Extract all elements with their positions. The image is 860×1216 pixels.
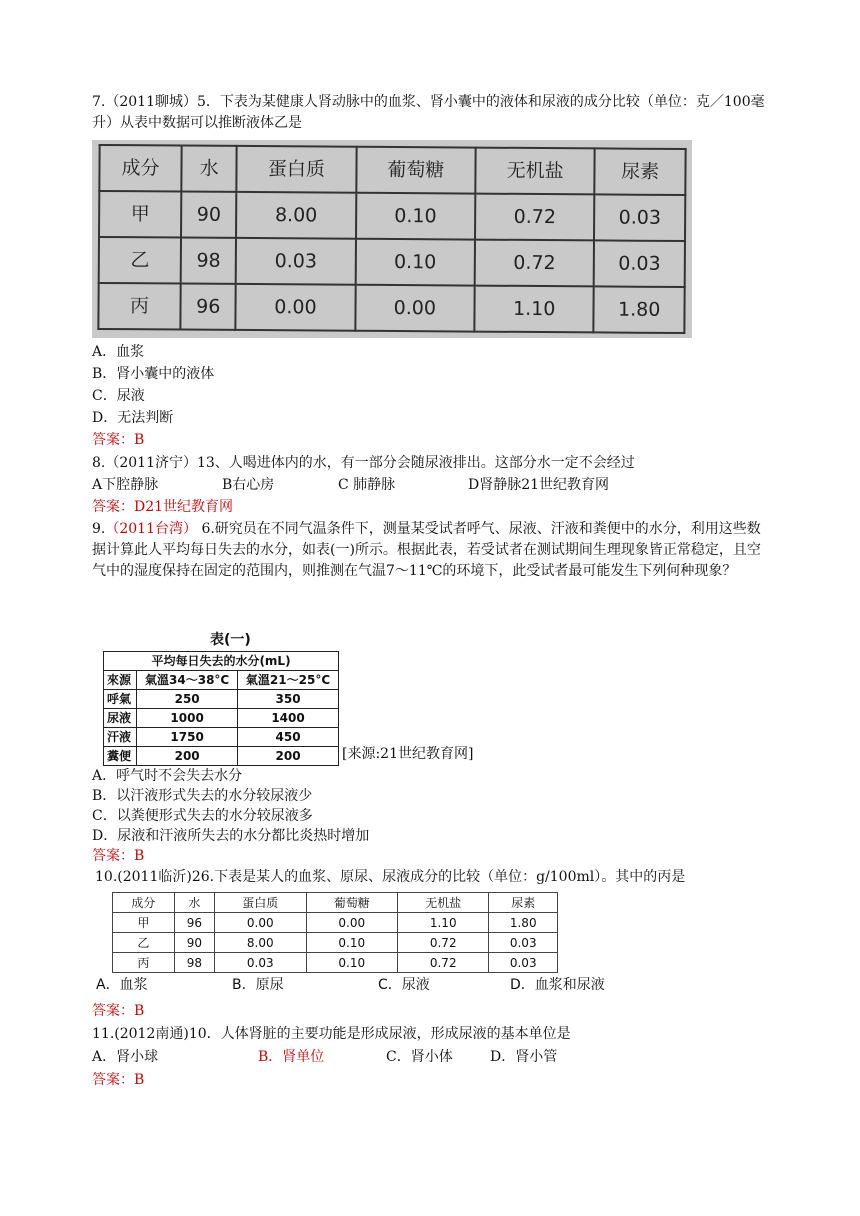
question-10-option-a: A．血浆	[96, 977, 148, 993]
table-row: 甲 90 8.00 0.10 0.72 0.03	[99, 191, 685, 241]
question-8-option-b: B右心房	[222, 477, 275, 493]
question-11-option-c: C．肾小体	[386, 1049, 453, 1065]
table-header-row: 成分 水 蛋白质 葡萄糖 无机盐 尿素	[113, 893, 558, 913]
question-8-option-c: C 肺静脉	[338, 477, 396, 493]
table-row: 丙 98 0.03 0.10 0.72 0.03	[113, 953, 558, 973]
question-11-option-b: B．肾单位	[258, 1049, 325, 1065]
question-11-option-d: D．肾小管	[490, 1049, 558, 1065]
table-row: 甲 96 0.00 0.00 1.10 1.80	[113, 913, 558, 933]
question-8-answer: 答案：D21世纪教育网	[92, 499, 234, 515]
question-9-option-a: A．呼气时不会失去水分	[92, 768, 243, 784]
question-9-option-c: C．以粪便形式失去的水分较尿液多	[92, 808, 313, 824]
question-7-option-a: A．血浆	[92, 344, 145, 360]
table-row: 呼氣 250 350	[104, 690, 339, 709]
question-11-option-a: A．肾小球	[92, 1049, 159, 1065]
table-row: 乙 90 8.00 0.10 0.72 0.03	[113, 933, 558, 953]
question-8-option-a: A下腔静脉	[92, 477, 159, 493]
question-9-option-d: D．尿液和汗液所失去的水分都比炎热时增加	[92, 828, 370, 844]
question-9-answer: 答案：B	[92, 848, 145, 864]
question-7-option-d: D．无法判断	[92, 410, 174, 426]
question-9-text	[92, 519, 772, 582]
question-7-text: 7.（2011聊城）5．下表为某健康人肾动脉中的血浆、肾小囊中的液体和尿液的成分比较（单位：克／100毫升）从表中数据可以推断液体乙是	[92, 94, 765, 131]
table-row: 糞便 200 200	[104, 747, 339, 766]
question-7-table-photo	[92, 140, 692, 338]
question-9-source-note: [来源:21世纪教育网]	[342, 746, 474, 762]
question-8-option-d: D肾静脉21世纪教育网	[468, 477, 610, 493]
question-11-answer: 答案：B	[92, 1072, 145, 1088]
question-9-number: 9.	[92, 521, 106, 537]
question-10-answer: 答案：B	[92, 1003, 145, 1019]
table-row: 乙 98 0.03 0.10 0.72 0.03	[99, 237, 685, 287]
question-10-table	[112, 892, 558, 973]
question-7-option-b: B．肾小囊中的液体	[92, 366, 215, 382]
question-8-text: 8.（2011济宁）13、人喝进体内的水，有一部分会随尿液排出。这部分水一定不会经过	[92, 455, 635, 471]
question-10-option-d: D．血浆和尿液	[510, 977, 605, 993]
question-9-table-title: 表(一)	[210, 632, 251, 648]
table-header-row: 來源 氣溫34～38°C 氣溫21～25°C	[104, 671, 339, 690]
table-row: 丙 96 0.00 0.00 1.10 1.80	[98, 283, 684, 333]
question-7-answer: 答案：B	[92, 432, 145, 448]
table-row: 尿液 1000 1400	[104, 709, 339, 728]
table-row: 汗液 1750 450	[104, 728, 339, 747]
question-9-body: 6.研究员在不同气温条件下，测量某受试者呼气、尿液、汗液和粪便中的水分，利用这些数据计算此人平均每日失去的水分，如表(一)所示。根据此表，若受试者在测试期间生理现象皆正常稳定，且空气中的湿度保持在固定的范围内，则推测在气温7～11℃的环境下，此受试者最可能发生下列何种现象？	[92, 521, 761, 579]
question-10-option-b: B．原尿	[232, 977, 284, 993]
question-11-text: 11.(2012南通)10．人体肾脏的主要功能是形成尿液，形成尿液的基本单位是	[92, 1026, 571, 1042]
table-header-row: 成分 水 蛋白质 葡萄糖 无机盐 尿素	[99, 145, 685, 195]
question-7-table	[97, 144, 686, 334]
table-caption-row: 平均每日失去的水分(mL)	[104, 652, 339, 671]
question-9-table	[103, 651, 339, 766]
question-7-option-c: C．尿液	[92, 388, 145, 404]
question-10-option-c: C．尿液	[378, 977, 430, 993]
question-9-source: （2011台湾）	[105, 521, 197, 537]
question-9-option-b: B．以汗液形式失去的水分较尿液少	[92, 788, 313, 804]
question-10-text: 10.(2011临沂)26.下表是某人的血浆、原尿、尿液成分的比较（单位：g/100ml）。其中的丙是	[95, 869, 686, 885]
